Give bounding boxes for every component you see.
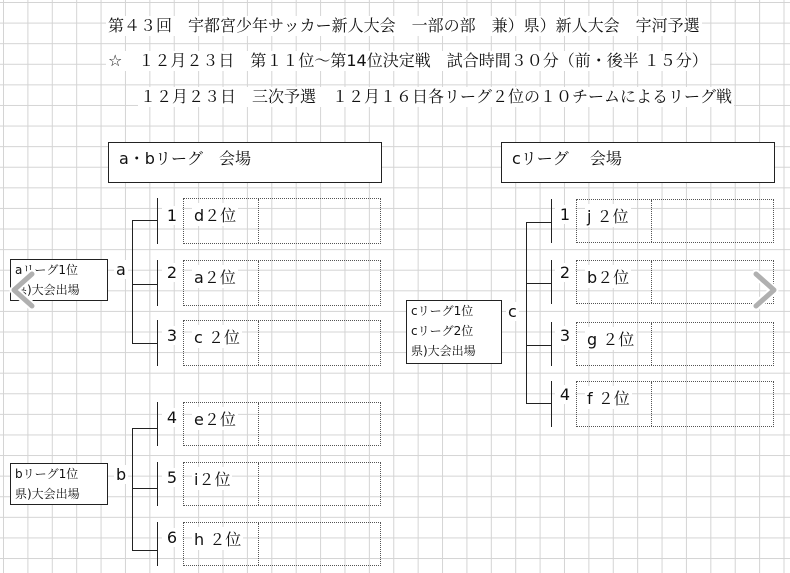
slot-number: 1 <box>555 205 575 224</box>
slot-number: 2 <box>555 263 575 282</box>
bracket-vertical-b <box>132 428 133 551</box>
chevron-right-icon[interactable] <box>744 270 784 310</box>
chevron-left-stroke <box>14 274 32 306</box>
chevron-right-stroke <box>756 274 774 306</box>
slot-row <box>183 462 381 506</box>
team-box-a-line1: aリーグ1位 <box>15 263 78 277</box>
slot-team: b２位 <box>585 265 631 288</box>
venue-box-ab <box>108 142 382 183</box>
bracket-slot-edge <box>551 322 552 366</box>
slot-row <box>576 322 774 366</box>
slot-number: 1 <box>162 206 182 225</box>
slot-row <box>183 522 381 566</box>
slot-number: 3 <box>555 326 575 345</box>
bracket-tick <box>526 345 552 346</box>
team-box-c-line2: cリーグ2位 <box>411 324 474 338</box>
slot-row <box>183 320 381 366</box>
slot-team: i２位 <box>192 467 232 490</box>
bracket-tick <box>132 428 158 429</box>
bracket-tick <box>526 403 552 404</box>
slot-number: 4 <box>162 408 182 427</box>
slot-number: 5 <box>162 468 182 487</box>
venue-label-ab: a・bリーグ 会場 <box>119 149 251 168</box>
bracket-tick <box>132 220 158 221</box>
header-schedule: ☆ １２月２３日 第１１位～第14位決定戦 試合時間３０分（前・後半 １５分） <box>108 51 708 70</box>
slot-row <box>576 381 774 427</box>
bracket-tick <box>132 284 158 285</box>
header-title: 第４３回 宇都宮少年サッカー新人大会 一部の部 兼）県）新人大会 宇河予選 <box>108 16 700 35</box>
bracket-slot-edge <box>551 199 552 243</box>
slot-row <box>183 198 381 244</box>
slot-number: 2 <box>162 263 182 282</box>
slot-row <box>183 402 381 446</box>
slot-team: a２位 <box>192 265 238 288</box>
team-box-c <box>406 300 502 364</box>
team-box-b-line1: bリーグ1位 <box>15 467 79 481</box>
header-subtitle: １２月２３日 三次予選 １２月１６日各リーグ２位の１０チームによるリーグ戦 <box>140 87 733 106</box>
bracket-slot-edge <box>551 381 552 427</box>
bracket-vertical-a <box>132 220 133 344</box>
group-letter-c: c <box>508 302 517 321</box>
group-letter-b: b <box>116 465 127 484</box>
venue-label-c: cリーグ 会場 <box>512 149 622 168</box>
bracket-tick <box>132 550 158 551</box>
bracket-slot-edge <box>157 522 158 566</box>
slot-team: g ２位 <box>585 327 636 350</box>
slot-number: 3 <box>162 326 182 345</box>
team-box-b-line2: 県)大会出場 <box>15 487 80 501</box>
bracket-slot-edge <box>551 260 552 304</box>
bracket-slot-edge <box>157 402 158 446</box>
slot-team: d２位 <box>192 203 238 226</box>
venue-box-c <box>501 142 775 183</box>
slot-team: f ２位 <box>585 386 632 409</box>
slot-row <box>576 199 774 243</box>
bracket-tick <box>526 283 552 284</box>
bracket-slot-edge <box>157 260 158 306</box>
slot-team: e２位 <box>192 407 238 430</box>
team-box-b <box>10 463 108 505</box>
slot-row <box>183 260 381 306</box>
bracket-tick <box>526 222 552 223</box>
slot-number: 6 <box>162 528 182 547</box>
team-box-c-line1: cリーグ1位 <box>411 304 474 318</box>
bracket-slot-edge <box>157 320 158 366</box>
slot-team: j ２位 <box>585 204 631 227</box>
bracket-slot-edge <box>157 462 158 506</box>
group-letter-a: a <box>116 260 126 279</box>
bracket-tick <box>132 488 158 489</box>
bracket-tick <box>132 343 158 344</box>
team-box-a-line2: 県)大会出場 <box>15 283 80 297</box>
chevron-left-icon[interactable] <box>4 270 44 310</box>
slot-team: h ２位 <box>192 527 243 550</box>
slot-number: 4 <box>555 385 575 404</box>
bracket-slot-edge <box>157 198 158 244</box>
slot-team: c ２位 <box>192 325 242 348</box>
bracket-vertical-c <box>526 222 527 404</box>
team-box-c-line3: 県)大会出場 <box>411 344 476 358</box>
